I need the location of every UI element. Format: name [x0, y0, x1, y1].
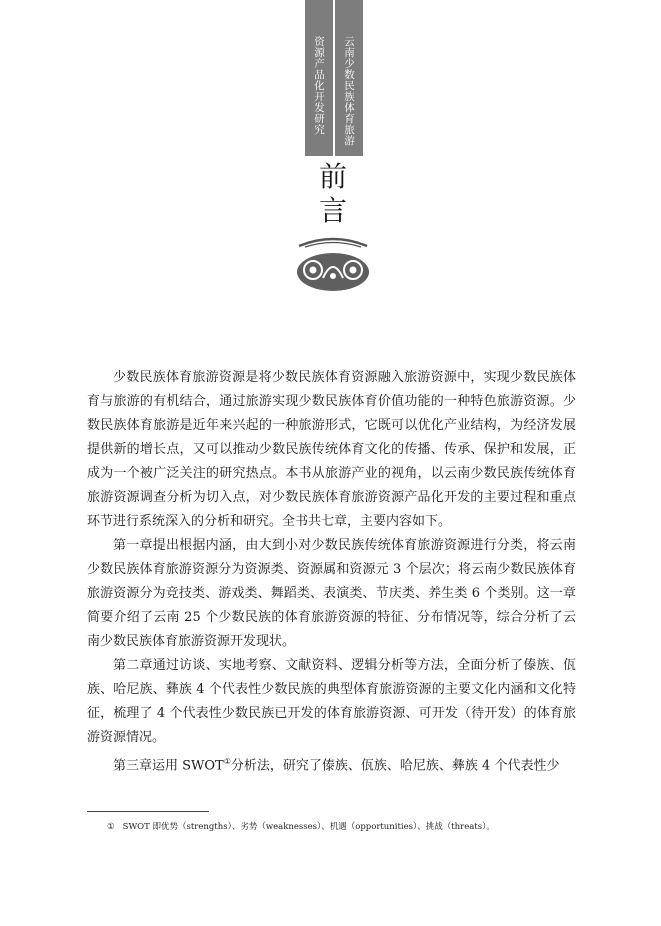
auspicious-cloud-ornament-icon: [295, 232, 371, 292]
footnote-reference[interactable]: ①: [223, 757, 231, 766]
footnote-text: SWOT 即优势（strengths）、劣势（weaknesses）、机遇（opportunities）、挑战（threats）。: [122, 822, 495, 832]
preface-body: [87, 366, 576, 778]
paragraph: 少数民族体育旅游资源是将少数民族体育资源融入旅游资源中，实现少数民族体育与旅游的有机结合，通过旅游实现少数民族体育价值功能的一种特色旅游资源。少数民族体育旅游是近年来兴起的一种旅游形式，它既可以优化产业结构，为经济发展提供新的增长点，又可以推动少数民族传统体育文化的传播、传承、保护和发展，正成为一个被广泛关注的研究热点。本书从旅游产业的视角，以云南少数民族传统体育旅游资源调查分析为切入点，对少数民族体育旅游资源产品化开发的主要过程和重点环节进行系统深入的分析和研究。全书共七章，主要内容如下。: [87, 370, 576, 529]
paragraph-last: [87, 750, 576, 778]
paragraph: 第二章通过访谈、实地考察、文献资料、逻辑分析等方法，全面分析了傣族、佤族、哈尼族、彝族 4 个代表性少数民族的典型体育旅游资源的主要文化内涵和文化特征，梳理了 4 个代表性少数民族已开发的体育旅游资源、可开发（待开发）的体育旅游资源情况。: [87, 658, 576, 745]
chapter-title-char-1: 前: [318, 160, 347, 193]
paragraph-text-start: 第三章运用 SWOT: [113, 758, 224, 774]
title-banner: [305, 0, 363, 156]
chapter-title: [300, 160, 366, 228]
paragraph: 第一章提出根据内涵，由大到小对少数民族传统体育旅游资源进行分类，将云南少数民族体育旅游资源分为资源类、资源属和资源元 3 个层次；将云南少数民族体育旅游资源分为竞技类、游戏类、舞蹈类、表演类、节庆类、养生类 6 个类别。这一章简要介绍了云南 25 个少数民族的体育旅游资源的特征、分布情况等，综合分析了云南少数民族体育旅游资源开发现状。: [87, 538, 576, 649]
chapter-title-char-2: 言: [318, 194, 347, 227]
book-title-line-2: 资源产品化开发研究: [313, 36, 325, 135]
footnote-divider: [87, 811, 209, 812]
footnote-mark: ①: [107, 822, 115, 832]
banner-divider: [333, 0, 335, 156]
footnote: [107, 820, 587, 834]
paragraph-text-end: 分析法，研究了傣族、佤族、哈尼族、彝族 4 个代表性少: [230, 758, 560, 774]
book-title-line-1: 云南少数民族体育旅游: [343, 36, 355, 146]
